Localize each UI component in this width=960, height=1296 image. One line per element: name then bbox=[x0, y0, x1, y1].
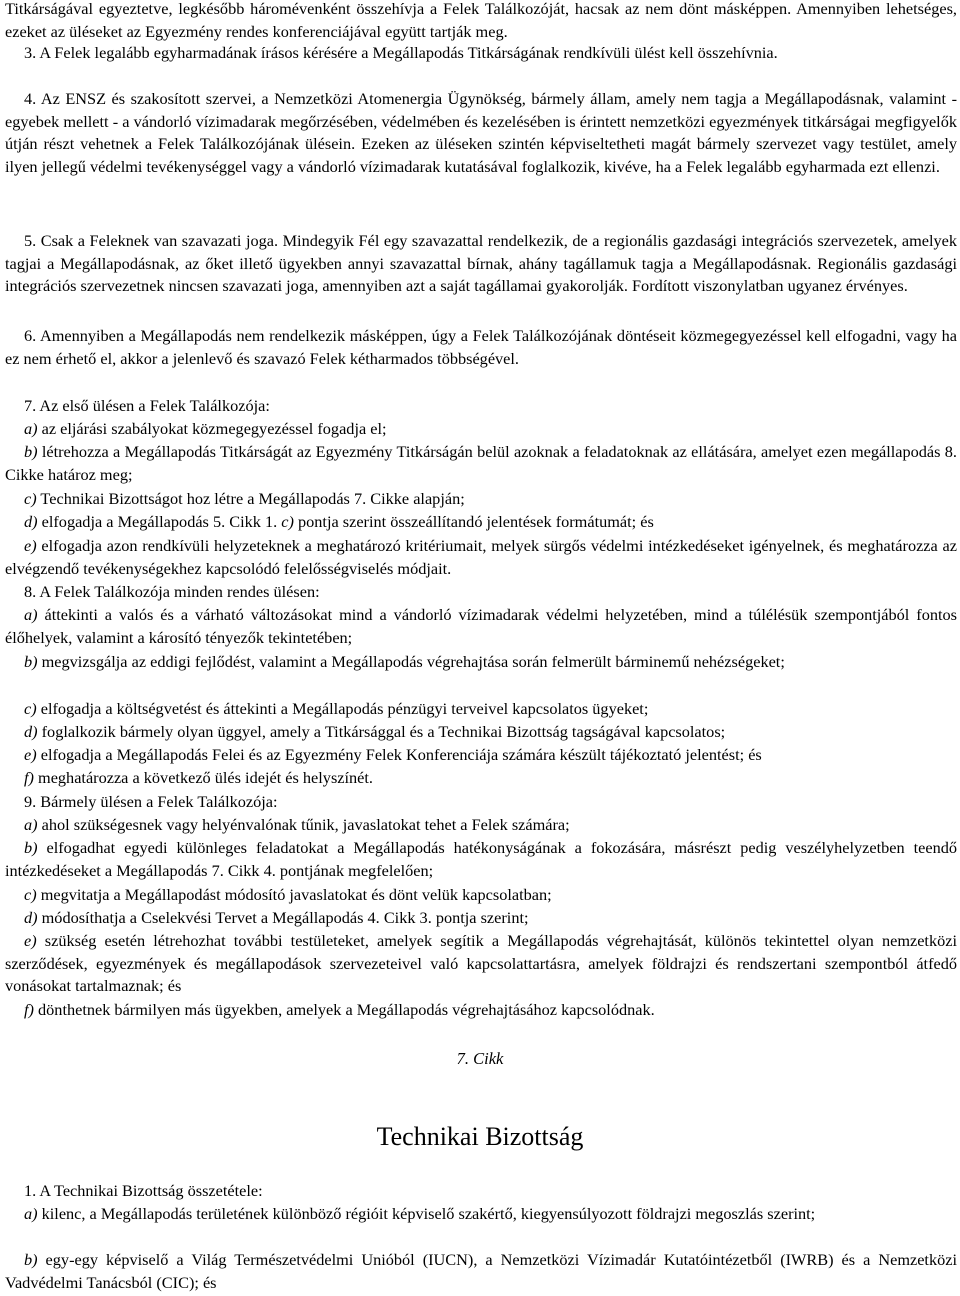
item-text: szükség esetén létrehozhat további testületeket, amelyek segítik a Megállapodás végrehajtását, különös tekintettel olyan nemzetközi szerződések, egyezmények és megállapodások szervezeteivel való kapcsolattartásra, amelyek földrajzi és rendszertani szempontból átfedő vonásokat tartalmaznak; és bbox=[5, 931, 957, 996]
item-7c bbox=[5, 488, 957, 511]
item-label: b) bbox=[24, 442, 38, 461]
paragraph-5: 5. Csak a Feleknek van szavazati joga. Mindegyik Fél egy szavazattal rendelkezik, de a regionális gazdasági integrációs szervezetek, amelyek tagjai a Megállapodásnak, az őket illető ügyekben annyi szavazattal bírnak, ahány tagállamuk tagja a Megállapodásnak. Regionális gazdasági integrációs szervezetnek nincsen szavazati joga, amennyiben azt a saját tagállamai gyakorolják. Fordított viszonylatban ugyanez érvényes. bbox=[5, 231, 957, 296]
item-label-inline: c) bbox=[281, 512, 294, 531]
item-9a bbox=[5, 814, 957, 837]
paragraph-7: 7. Az első ülésen a Felek Találkozója: bbox=[24, 396, 270, 415]
item-text: megvizsgálja az eddigi fejlődést, valamint a Megállapodás végrehajtása során felmerült bárminemű nehézségeket; bbox=[37, 652, 785, 671]
item-text: Technikai Bizottságot hoz létre a Megállapodás 7. Cikke alapján; bbox=[36, 489, 465, 508]
item-label: f) bbox=[24, 1000, 34, 1019]
item-text: elfogadja a Megállapodás Felei és az Egyezmény Felek Konferenciája számára készült tájékoztató jelentést; és bbox=[36, 745, 762, 764]
item-label: e) bbox=[24, 745, 37, 764]
item-text: egy-egy képviselő a Világ Természetvédelmi Unióból (IUCN), a Nemzetközi Vízimadár Kutatóintézetből (IWRB) és a Nemzetközi Vadvédelmi Tanácsból (CIC); és bbox=[5, 1250, 957, 1292]
item-label: e) bbox=[24, 536, 37, 555]
item-text: dönthetnek bármilyen más ügyekben, amelyek a Megállapodás végrehajtásához kapcsolódnak. bbox=[33, 1000, 655, 1019]
item-8f bbox=[5, 767, 957, 790]
item-8c bbox=[5, 698, 957, 721]
item-label: a) bbox=[24, 605, 38, 624]
item-text: létrehozza a Megállapodás Titkárságát az Egyezmény Titkárságán belül azoknak a feladatoknak az ellátására, amelyet ezen megállapodás 8. Cikke határoz meg; bbox=[5, 442, 957, 484]
item-t1b bbox=[5, 1249, 957, 1294]
item-8e bbox=[5, 744, 957, 767]
item-label: c) bbox=[24, 885, 37, 904]
item-9e bbox=[5, 930, 957, 998]
article-title: Technikai Bizottság bbox=[376, 1122, 584, 1151]
item-8b bbox=[5, 651, 957, 674]
item-text: ahol szükségesnek vagy helyénvalónak tűnik, javaslatokat tehet a Felek számára; bbox=[37, 815, 570, 834]
item-label: c) bbox=[24, 699, 37, 718]
item-text: elfogadja azon rendkívüli helyzeteknek a meghatározó kritériumait, melyek sürgős védelmi intézkedéseket igényelnek, és meghatározza az elvégzendő tevékenységekhez kapcsolódó felelősségviselés módjait. bbox=[5, 536, 957, 578]
item-label: f) bbox=[24, 768, 34, 787]
item-9d bbox=[5, 907, 957, 930]
item-7a bbox=[5, 418, 957, 441]
item-label: d) bbox=[24, 722, 38, 741]
paragraph-intro: Titkárságával egyeztetve, legkésőbb háromévenként összehívja a Felek Találkozóját, hacsak az nem dönt másképpen. Amennyiben lehetséges, ezeket az üléseket az Egyezmény rendes konferenciájával együtt tartják meg. bbox=[5, 0, 957, 41]
paragraph-9: 9. Bármely ülésen a Felek Találkozója: bbox=[24, 792, 278, 811]
item-9b bbox=[5, 837, 957, 882]
item-9f bbox=[5, 999, 957, 1022]
item-t1a bbox=[5, 1203, 957, 1226]
item-label: a) bbox=[24, 419, 38, 438]
item-label: c) bbox=[24, 489, 37, 508]
item-text: foglalkozik bármely olyan üggyel, amely a Titkársággal és a Technikai Bizottság tagságával kapcsolatos; bbox=[37, 722, 726, 741]
item-text: elfogadja a költségvetést és áttekinti a Megállapodás pénzügyi terveivel kapcsolatos ügyeket; bbox=[36, 699, 649, 718]
article-label: 7. Cikk bbox=[456, 1049, 504, 1068]
item-label: a) bbox=[24, 815, 38, 834]
item-text: elfogadja a Megállapodás 5. Cikk 1. bbox=[37, 512, 282, 531]
item-text: áttekinti a valós és a várható változásokat mind a vándorló vízimadarak védelmi helyzetében, mind a túlélésük szempontjából fontos élőhelyek, valamint a károsító tényezők tekintetében; bbox=[5, 605, 957, 647]
item-text: kilenc, a Megállapodás területének különböző régióit képviselő szakértő, kiegyensúlyozott földrajzi megoszlás szerint; bbox=[37, 1204, 816, 1223]
paragraph-3: 3. A Felek legalább egyharmadának írásos kérésére a Megállapodás Titkárságának rendkívüli ülést kell összehívnia. bbox=[24, 43, 778, 62]
item-label: d) bbox=[24, 908, 38, 927]
item-text: elfogadhat egyedi különleges feladatokat a Megállapodás hatékonyságának a fokozására, másrészt pedig veszélyhelyzetben teendő intézkedéseket a Megállapodás 7. Cikk 4. pontjának megfelelően; bbox=[5, 838, 957, 880]
paragraph-4: 4. Az ENSZ és szakosított szervei, a Nemzetközi Atomenergia Ügynökség, bármely állam, amely nem tagja a Megállapodásnak, valamint - egyebek mellett - a vándorló vízimadarak megőrzésében, védelmében és kezelésében is érintett nemzetközi egyezmények titkárságai megfigyelők útján részt vehetnek a Felek Találkozójának ülésein. Ezeken az üléseken szintén képviseltetheti magát bármely szervezet vagy testület, amely ilyen jellegű védelmi tevékenységgel vagy a vándorló vízimadarak kutatásával foglalkozik, kivéve, ha a Felek legalább egyharmada ezt ellenzi. bbox=[5, 89, 957, 176]
item-7d bbox=[5, 511, 957, 534]
item-text: módosíthatja a Cselekvési Tervet a Megállapodás 4. Cikk 3. pontja szerint; bbox=[37, 908, 529, 927]
item-8d bbox=[5, 721, 957, 744]
item-label: b) bbox=[24, 838, 38, 857]
item-label: b) bbox=[24, 1250, 38, 1269]
paragraph-t1: 1. A Technikai Bizottság összetétele: bbox=[24, 1181, 263, 1200]
item-label: d) bbox=[24, 512, 38, 531]
item-label: a) bbox=[24, 1204, 38, 1223]
item-text: megvitatja a Megállapodást módosító javaslatokat és dönt velük kapcsolatban; bbox=[36, 885, 552, 904]
item-text: meghatározza a következő ülés idejét és helyszínét. bbox=[33, 768, 373, 787]
item-text: az eljárási szabályokat közmegegyezéssel fogadja el; bbox=[37, 419, 387, 438]
item-8a bbox=[5, 604, 957, 649]
item-7b bbox=[5, 441, 957, 486]
paragraph-8: 8. A Felek Találkozója minden rendes ülésen: bbox=[24, 582, 320, 601]
item-label: e) bbox=[24, 931, 37, 950]
item-7e bbox=[5, 535, 957, 580]
paragraph-6: 6. Amennyiben a Megállapodás nem rendelkezik másképpen, úgy a Felek Találkozójának döntéseit közmegegyezéssel kell elfogadni, vagy ha ez nem érhető el, akkor a jelenlevő és szavazó Felek kétharmados többségével. bbox=[5, 326, 957, 368]
item-label: b) bbox=[24, 652, 38, 671]
item-text: pontja szerint összeállítandó jelentések formátumát; és bbox=[293, 512, 654, 531]
item-9c bbox=[5, 884, 957, 907]
